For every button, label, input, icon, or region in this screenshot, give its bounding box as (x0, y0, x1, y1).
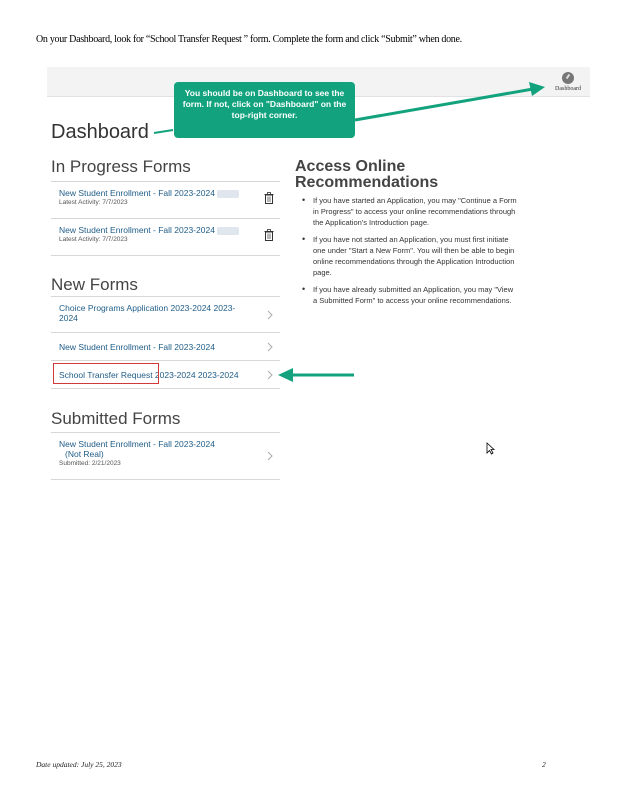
chevron-right-icon (266, 451, 274, 461)
submitted-heading: Submitted Forms (51, 409, 181, 428)
dashboard-button-label: Dashboard (555, 86, 581, 92)
recommendation-bullet: • If you have not started an Application, you must first initiate one under "Start a New Form". You will then be able to begin online recommendations through the Application Introduction page. (299, 234, 517, 278)
trash-icon[interactable] (264, 192, 274, 204)
submitted-item[interactable] (51, 433, 280, 480)
callout-box: You should be on Dashboard to see the form. If not, click on "Dashboard" on the top-right corner. (174, 82, 355, 138)
new-form-item-title: School Transfer Request 2023-2024 2023-2024 (59, 370, 239, 380)
submitted-list (51, 432, 280, 480)
chevron-right-icon (266, 342, 274, 352)
date-updated: Date updated: July 25, 2023 (36, 760, 122, 769)
recommendations-heading: Access Online Recommendations (295, 158, 439, 191)
chevron-right-icon (266, 370, 274, 380)
highlight-box (53, 363, 159, 384)
in-progress-item[interactable] (51, 182, 280, 219)
submitted-item-title-2: (Not Real) (65, 449, 104, 459)
new-form-item-title: New Student Enrollment - Fall 2023-2024 (59, 342, 215, 352)
submitted-item-date: Submitted: 2/21/2023 (59, 460, 121, 467)
new-forms-heading: New Forms (51, 275, 138, 294)
in-progress-item-date: Latest Activity: 7/7/2023 (59, 199, 128, 206)
submitted-item-title: New Student Enrollment - Fall 2023-2024 (59, 439, 215, 449)
page-number: 2 (542, 760, 546, 769)
in-progress-item-title: New Student Enrollment - Fall 2023-2024 (59, 225, 272, 235)
new-form-item[interactable] (51, 333, 280, 361)
recommendations-list (299, 195, 517, 312)
recommendation-bullet: • If you have started an Application, you may "Continue a Form in Progress" to access your online recommendations through the Application's Introduction page. (299, 195, 517, 228)
dashboard-icon (562, 72, 574, 84)
dashboard-screenshot (47, 67, 590, 500)
in-progress-item-title: New Student Enrollment - Fall 2023-2024 (59, 188, 272, 198)
in-progress-heading: In Progress Forms (51, 157, 191, 176)
new-form-item[interactable] (51, 297, 280, 333)
recommendation-bullet: • If you have already submitted an Application, you may "View a Submitted Form" to access your online recommendations. (299, 284, 517, 306)
new-form-item-title: Choice Programs Application 2023-2024 2023-2024 (59, 303, 236, 323)
page-title: Dashboard (51, 121, 149, 143)
chevron-right-icon (266, 310, 274, 320)
in-progress-list (51, 181, 280, 256)
trash-icon[interactable] (264, 229, 274, 241)
instruction-text: On your Dashboard, look for “School Transfer Request ” form. Complete the form and click “Submit” when done. (36, 34, 462, 45)
dashboard-button[interactable] (548, 69, 588, 95)
in-progress-item-date: Latest Activity: 7/7/2023 (59, 236, 128, 243)
in-progress-item[interactable] (51, 219, 280, 256)
